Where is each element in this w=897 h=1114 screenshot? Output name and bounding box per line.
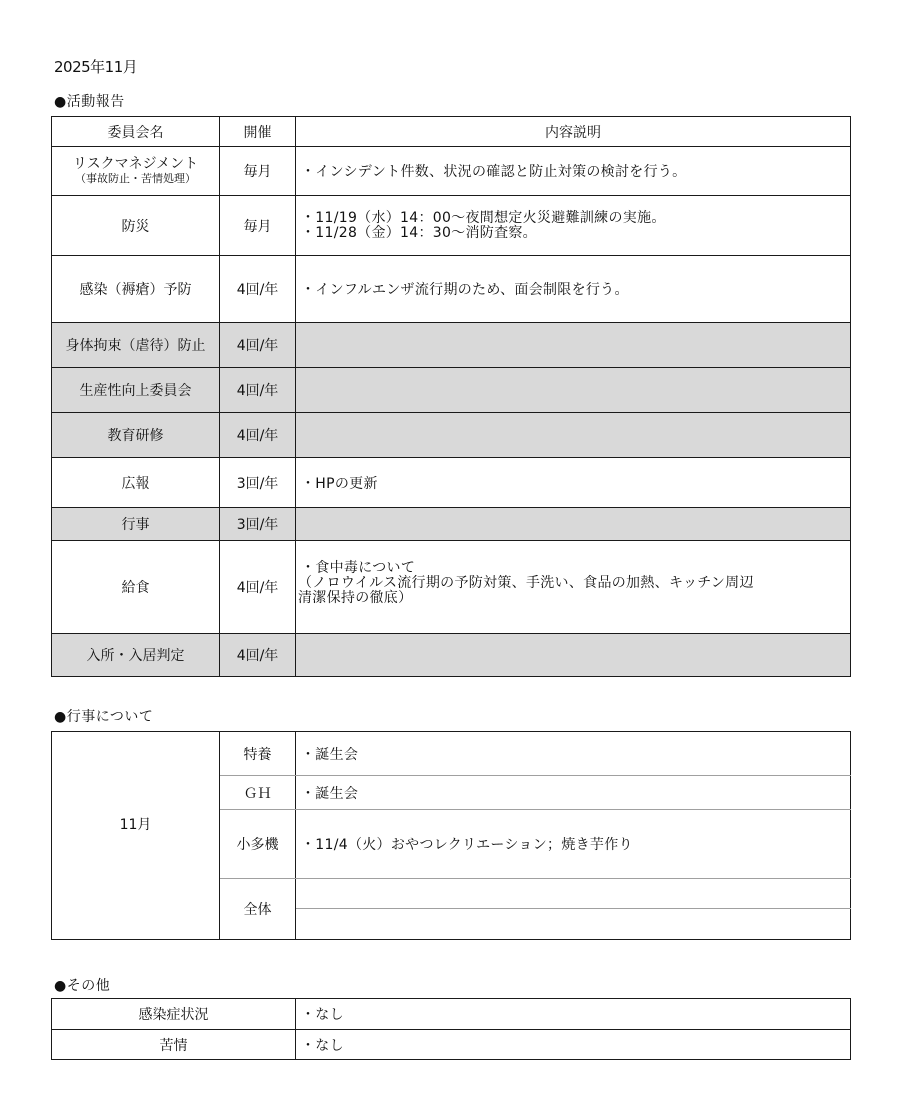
frequency: 3回/年 (220, 508, 296, 541)
table-row (52, 458, 851, 508)
activity-report-heading: ●活動報告 (54, 94, 125, 110)
header-description: 内容説明 (296, 117, 851, 147)
other-table (51, 998, 851, 1060)
other-row (52, 999, 851, 1030)
table-row (52, 323, 851, 368)
committee-name-main: リスクマネジメント (72, 156, 199, 172)
event-content (296, 909, 851, 940)
frequency: 毎月 (220, 196, 296, 256)
committee-name: 入所・入居判定 (52, 634, 220, 677)
event-unit: ＧＨ (220, 776, 296, 810)
committee-name: 教育研修 (52, 413, 220, 458)
other-label: 苦情 (52, 1030, 296, 1060)
description (296, 196, 851, 256)
description-line: ・11/28（金）14：30～消防査察。 (301, 224, 537, 241)
committee-name: 広報 (52, 458, 220, 508)
other-value: ・なし (296, 999, 851, 1030)
table-header-row (52, 117, 851, 147)
other-row (52, 1030, 851, 1060)
table-row (52, 634, 851, 677)
description (296, 323, 851, 368)
header-frequency: 開催 (220, 117, 296, 147)
frequency: 毎月 (220, 147, 296, 196)
committee-name: 防災 (52, 196, 220, 256)
table-row (52, 413, 851, 458)
committee-name (52, 147, 220, 196)
committee-name-sub: （事故防止・苦情処理） (75, 172, 196, 185)
table-row (52, 196, 851, 256)
event-content: ・11/4（火）おやつレクリエーション；焼き芋作り (296, 810, 851, 879)
other-label: 感染症状況 (52, 999, 296, 1030)
committee-name: 給食 (52, 541, 220, 634)
other-value: ・なし (296, 1030, 851, 1060)
frequency: 4回/年 (220, 634, 296, 677)
header-committee-name: 委員会名 (52, 117, 220, 147)
table-row (52, 256, 851, 323)
events-heading: ●行事について (54, 709, 154, 725)
description: ・HPの更新 (296, 458, 851, 508)
table-row (52, 508, 851, 541)
frequency: 4回/年 (220, 323, 296, 368)
event-unit: 特養 (220, 732, 296, 776)
table-row (52, 147, 851, 196)
table-row (52, 368, 851, 413)
description-line: ・11/19（水）14：00～夜間想定火災避難訓練の実施。 (301, 209, 666, 226)
other-heading: ●その他 (54, 978, 111, 994)
description-line: （ノロウイルス流行期の予防対策、手洗い、食品の加熱、キッチン周辺 (298, 575, 754, 591)
description (296, 634, 851, 677)
event-month: 11月 (52, 732, 220, 940)
event-content (296, 879, 851, 909)
event-unit: 全体 (220, 879, 296, 940)
event-row (52, 732, 851, 776)
frequency: 3回/年 (220, 458, 296, 508)
description (296, 508, 851, 541)
description (296, 413, 851, 458)
frequency: 4回/年 (220, 541, 296, 634)
frequency: 4回/年 (220, 368, 296, 413)
events-table (51, 731, 851, 940)
table-row (52, 541, 851, 634)
event-content: ・誕生会 (296, 732, 851, 776)
document-title: 2025年11月 (54, 58, 138, 76)
frequency: 4回/年 (220, 256, 296, 323)
committee-name: 生産性向上委員会 (52, 368, 220, 413)
event-unit: 小多機 (220, 810, 296, 879)
description (296, 368, 851, 413)
description-line: ・食中毒について (301, 560, 416, 576)
description (296, 541, 851, 634)
description: ・インシデント件数、状況の確認と防止対策の検討を行う。 (296, 147, 851, 196)
description: ・インフルエンザ流行期のため、面会制限を行う。 (296, 256, 851, 323)
committee-name: 感染（褥瘡）予防 (52, 256, 220, 323)
committee-name: 身体拘束（虐待）防止 (52, 323, 220, 368)
committee-name: 行事 (52, 508, 220, 541)
activity-report-table (51, 116, 851, 677)
event-content: ・誕生会 (296, 776, 851, 810)
description-line: 清潔保持の徹底） (298, 590, 413, 606)
frequency: 4回/年 (220, 413, 296, 458)
